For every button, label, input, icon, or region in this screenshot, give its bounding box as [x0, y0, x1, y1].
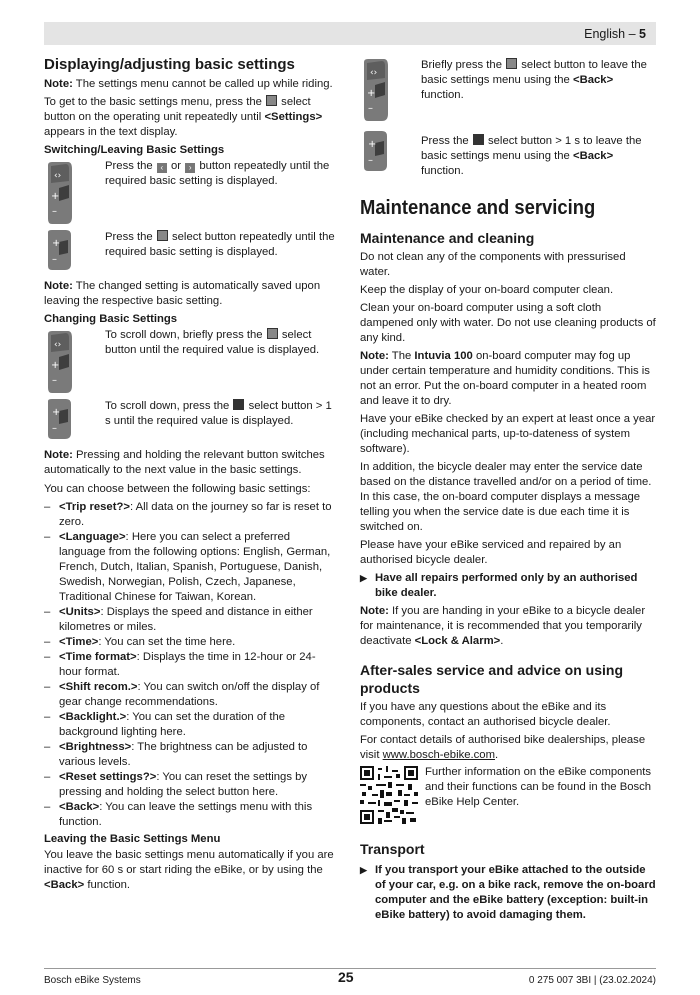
para-text: To get to the basic settings menu, press the: [44, 96, 266, 108]
right-arrow-button-icon: ›: [185, 163, 195, 173]
subheading-switching: Switching/Leaving Basic Settings: [44, 144, 225, 156]
para-text: For contact details of authorised bike dealerships, please visit: [360, 734, 646, 761]
qr-block: [360, 765, 656, 827]
svg-text:+: +: [51, 360, 60, 371]
warning-transport: ▶ If you transport your eBike attached to the outside of your car, e.g. on a bike rack, remove the on-board computer and the eBike battery (exception: built-in eBike battery) to avoid damaging them.: [360, 863, 656, 923]
note-settings-riding: [44, 77, 338, 92]
instruction-text-part: Press the: [421, 135, 472, 147]
instruction-back-2: [360, 130, 656, 188]
back-keyword: <Back>: [572, 150, 614, 162]
select-button-icon: [473, 134, 484, 145]
setting-key: <Shift recom.>: [59, 681, 138, 693]
instruction-text-part: function.: [421, 165, 464, 177]
note-text: Pressing and holding the relevant button switches automatically to the next value in the basic settings.: [44, 449, 325, 476]
footer-page-number: 25: [338, 969, 354, 985]
para-mc-2: Keep the display of your on-board computer clean.: [360, 284, 614, 296]
running-header: [584, 27, 646, 42]
instruction-text-part: To scroll down, briefly press the: [105, 329, 266, 341]
subsection-title-cleaning: Maintenance and cleaning: [360, 230, 535, 246]
instruction-text-part: select button repeatedly until the required basic setting is displayed.: [105, 231, 335, 258]
setting-key: <Back>: [59, 801, 100, 813]
list-item: [44, 650, 338, 680]
svg-text:+: +: [52, 407, 61, 418]
note-lock-alarm: [360, 604, 656, 649]
list-item: [44, 710, 338, 740]
note-label: Note:: [44, 78, 73, 90]
instruction-text-part: select button until the required value is displayed.: [105, 329, 320, 356]
svg-text:‹›: ‹›: [370, 68, 378, 78]
settings-keyword: <Settings>: [264, 111, 323, 123]
svg-text:–: –: [52, 375, 57, 386]
right-column: [360, 58, 656, 923]
header-bar: [44, 22, 656, 45]
para-text: select button on the operating unit repeatedly until: [44, 96, 311, 123]
instruction-text: [421, 134, 656, 179]
list-item: [44, 635, 338, 650]
qr-caption: Further information on the eBike components and their functions can be found in the Bosch eBike Help Center.: [425, 766, 652, 808]
setting-key: <Brightness>: [59, 741, 132, 753]
note-text: .: [500, 635, 504, 647]
list-item: [44, 800, 338, 830]
svg-text:+: +: [51, 191, 60, 202]
section-title-basic-settings: Displaying/adjusting basic settings: [44, 56, 295, 73]
svg-text:–: –: [52, 423, 57, 434]
list-item: [44, 530, 338, 605]
instruction-text-part: or: [167, 160, 185, 172]
instruction-text-part: select button > 1 s until the required value is displayed.: [105, 400, 332, 427]
svg-text:–: –: [52, 206, 57, 217]
instruction-text-part: Briefly press the: [421, 59, 506, 71]
note-fog: [360, 349, 656, 409]
para-mc-6: Please have your eBike serviced and repaired by an authorised bicycle dealer.: [360, 539, 622, 566]
select-button-icon: [157, 230, 168, 241]
note-text: If you are handing in your eBike to a bicycle dealer for maintenance, it is recommended that you temporarily deactivate: [360, 605, 646, 647]
para-mc-4: Have your eBike checked by an expert at least once a year (including mechanical parts, up-to-dateness of system software).: [360, 413, 656, 455]
choose-intro: You can choose between the following basic settings:: [44, 483, 311, 495]
instruction-text: [105, 399, 337, 429]
header-page-number: 5: [639, 27, 646, 41]
svg-text:‹›: ‹›: [54, 171, 62, 181]
setting-desc: : You can set the duration of the background lighting here.: [59, 711, 286, 738]
instruction-switch-1: [44, 159, 338, 229]
note-auto-save: [44, 279, 338, 309]
section-title-maintenance: Maintenance and servicing: [360, 197, 596, 219]
instruction-text-part: To scroll down, press the: [105, 400, 233, 412]
product-name: Intuvia 100: [414, 350, 473, 362]
instruction-change-1: [44, 328, 338, 398]
instruction-text-part: select button to leave the basic settings menu using the: [421, 59, 647, 86]
subheading-changing: Changing Basic Settings: [44, 313, 178, 325]
para-text: .: [495, 749, 499, 761]
para-mc-1: Do not clean any of the components with pressurised water.: [360, 251, 626, 278]
setting-key: <Language>: [59, 531, 126, 543]
operating-unit-compact-icon: [44, 398, 74, 440]
note-label: Note:: [44, 280, 73, 292]
setting-desc: : Here you can select a preferred language from the following options: English, German, French, Dutch, Italian, Spanish, Portuguese, Danish, Swedish, Norwegian, Polish, Czech, Japanese, Traditional Chinese for Taiwan, Korean.: [59, 531, 331, 603]
left-column: [44, 55, 338, 896]
instruction-change-2: [44, 398, 338, 448]
basic-settings-list: [44, 500, 338, 830]
para-text: appears in the text display.: [44, 126, 178, 138]
instruction-switch-2: [44, 229, 338, 279]
header-separator: –: [625, 27, 640, 41]
header-language: English: [584, 27, 626, 41]
footer-doc-code: 0 275 007 3BI | (23.02.2024): [528, 975, 656, 986]
setting-desc: : Displays the time in 12-hour or 24-hour format.: [59, 651, 316, 678]
operating-unit-full-icon: [44, 330, 74, 394]
instruction-text: [105, 159, 337, 189]
select-button-icon: [267, 328, 278, 339]
select-button-icon: [506, 58, 517, 69]
lock-alarm-keyword: <Lock & Alarm>: [414, 635, 501, 647]
setting-key: <Backlight.>: [59, 711, 127, 723]
setting-key: <Reset settings?>: [59, 771, 157, 783]
setting-desc: : You can leave the settings menu with this function.: [59, 801, 313, 828]
subheading-leaving: Leaving the Basic Settings Menu: [44, 833, 221, 845]
operating-unit-compact-icon: [360, 130, 390, 172]
footer-publisher: Bosch eBike Systems: [44, 975, 141, 986]
setting-desc: : The brightness can be adjusted to various levels.: [59, 741, 308, 768]
para-as-1: If you have any questions about the eBike and its components, contact an authorised bicycle dealer.: [360, 701, 611, 728]
setting-key: <Time>: [59, 636, 99, 648]
left-arrow-button-icon: ‹: [157, 163, 167, 173]
instruction-text: [105, 328, 337, 358]
instruction-text-part: button repeatedly until the required basic setting is displayed.: [105, 160, 330, 187]
operating-unit-full-icon: [360, 58, 390, 122]
note-text: The settings menu cannot be called up while riding.: [72, 78, 333, 90]
svg-text:–: –: [368, 103, 373, 114]
instruction-text-part: Press the: [105, 231, 156, 243]
bosch-ebike-link[interactable]: www.bosch-ebike.com: [382, 749, 495, 761]
warning-repairs: ▶ Have all repairs performed only by an authorised bike dealer.: [360, 571, 656, 601]
list-item: [44, 500, 338, 530]
list-item: [44, 605, 338, 635]
instruction-back-1: [360, 58, 656, 130]
qr-code-icon[interactable]: [360, 766, 418, 824]
list-item: [44, 680, 338, 710]
subsection-title-transport: Transport: [360, 841, 425, 857]
note-text: on-board computer may fog up under certain temperature and humidity conditions. This is not an error. Put the on-board computer in a heated room and leave it to dry.: [360, 350, 650, 407]
instruction-text-part: function.: [421, 89, 464, 101]
para-leaving: [44, 848, 338, 893]
para-basic-settings-access: [44, 95, 338, 140]
setting-key: <Trip reset?>: [59, 501, 130, 513]
svg-text:‹›: ‹›: [54, 340, 62, 350]
list-item: [44, 740, 338, 770]
operating-unit-full-icon: [44, 161, 74, 225]
setting-desc: : Displays the speed and distance in either kilometres or miles.: [59, 606, 313, 633]
note-label: Note:: [360, 350, 389, 362]
instruction-text: [105, 230, 337, 260]
para-as-2: [360, 733, 656, 763]
setting-desc: : You can switch on/off the display of gear change recommendations.: [59, 681, 320, 708]
note-text: The: [388, 350, 415, 362]
select-button-icon: [233, 399, 244, 410]
instruction-text-part: Press the: [105, 160, 156, 172]
setting-desc: : You can set the time here.: [98, 636, 236, 648]
subsection-title-after-sales: After-sales service and advice on using products: [360, 662, 623, 696]
para-text: function.: [84, 879, 131, 891]
instruction-text: [421, 58, 656, 103]
list-item: [44, 770, 338, 800]
setting-key: <Units>: [59, 606, 101, 618]
svg-text:+: +: [52, 238, 61, 249]
para-mc-3: Clean your on-board computer using a soft cloth dampened only with water. Do not use cleaning products of any kind.: [360, 302, 656, 344]
svg-text:+: +: [367, 88, 376, 99]
note-press-hold: [44, 448, 338, 478]
setting-desc: : You can reset the settings by pressing and holding the select button here.: [59, 771, 308, 798]
select-button-icon: [266, 95, 277, 106]
setting-desc: : All data on the journey so far is reset to zero.: [59, 501, 332, 528]
svg-text:–: –: [52, 254, 57, 265]
note-text: The changed setting is automatically saved upon leaving the respective basic setting.: [44, 280, 321, 307]
operating-unit-compact-icon: [44, 229, 74, 271]
svg-text:–: –: [368, 155, 373, 166]
instruction-text-part: select button > 1 s to leave the basic settings menu using the: [421, 135, 642, 162]
setting-key: <Time format>: [59, 651, 137, 663]
para-text: You leave the basic settings menu automatically if you are inactive for 60 s or start riding the eBike, or by using the: [44, 849, 334, 876]
para-mc-5: In addition, the bicycle dealer may enter the service date based on the distance travelled and/or on a period of time. In this case, the on-board computer displays a message telling you when the service date is due each time it is switched on.: [360, 461, 652, 533]
svg-text:+: +: [368, 139, 377, 150]
back-keyword: <Back>: [572, 74, 614, 86]
note-label: Note:: [44, 449, 73, 461]
back-keyword: <Back>: [44, 879, 85, 891]
note-label: Note:: [360, 605, 389, 617]
